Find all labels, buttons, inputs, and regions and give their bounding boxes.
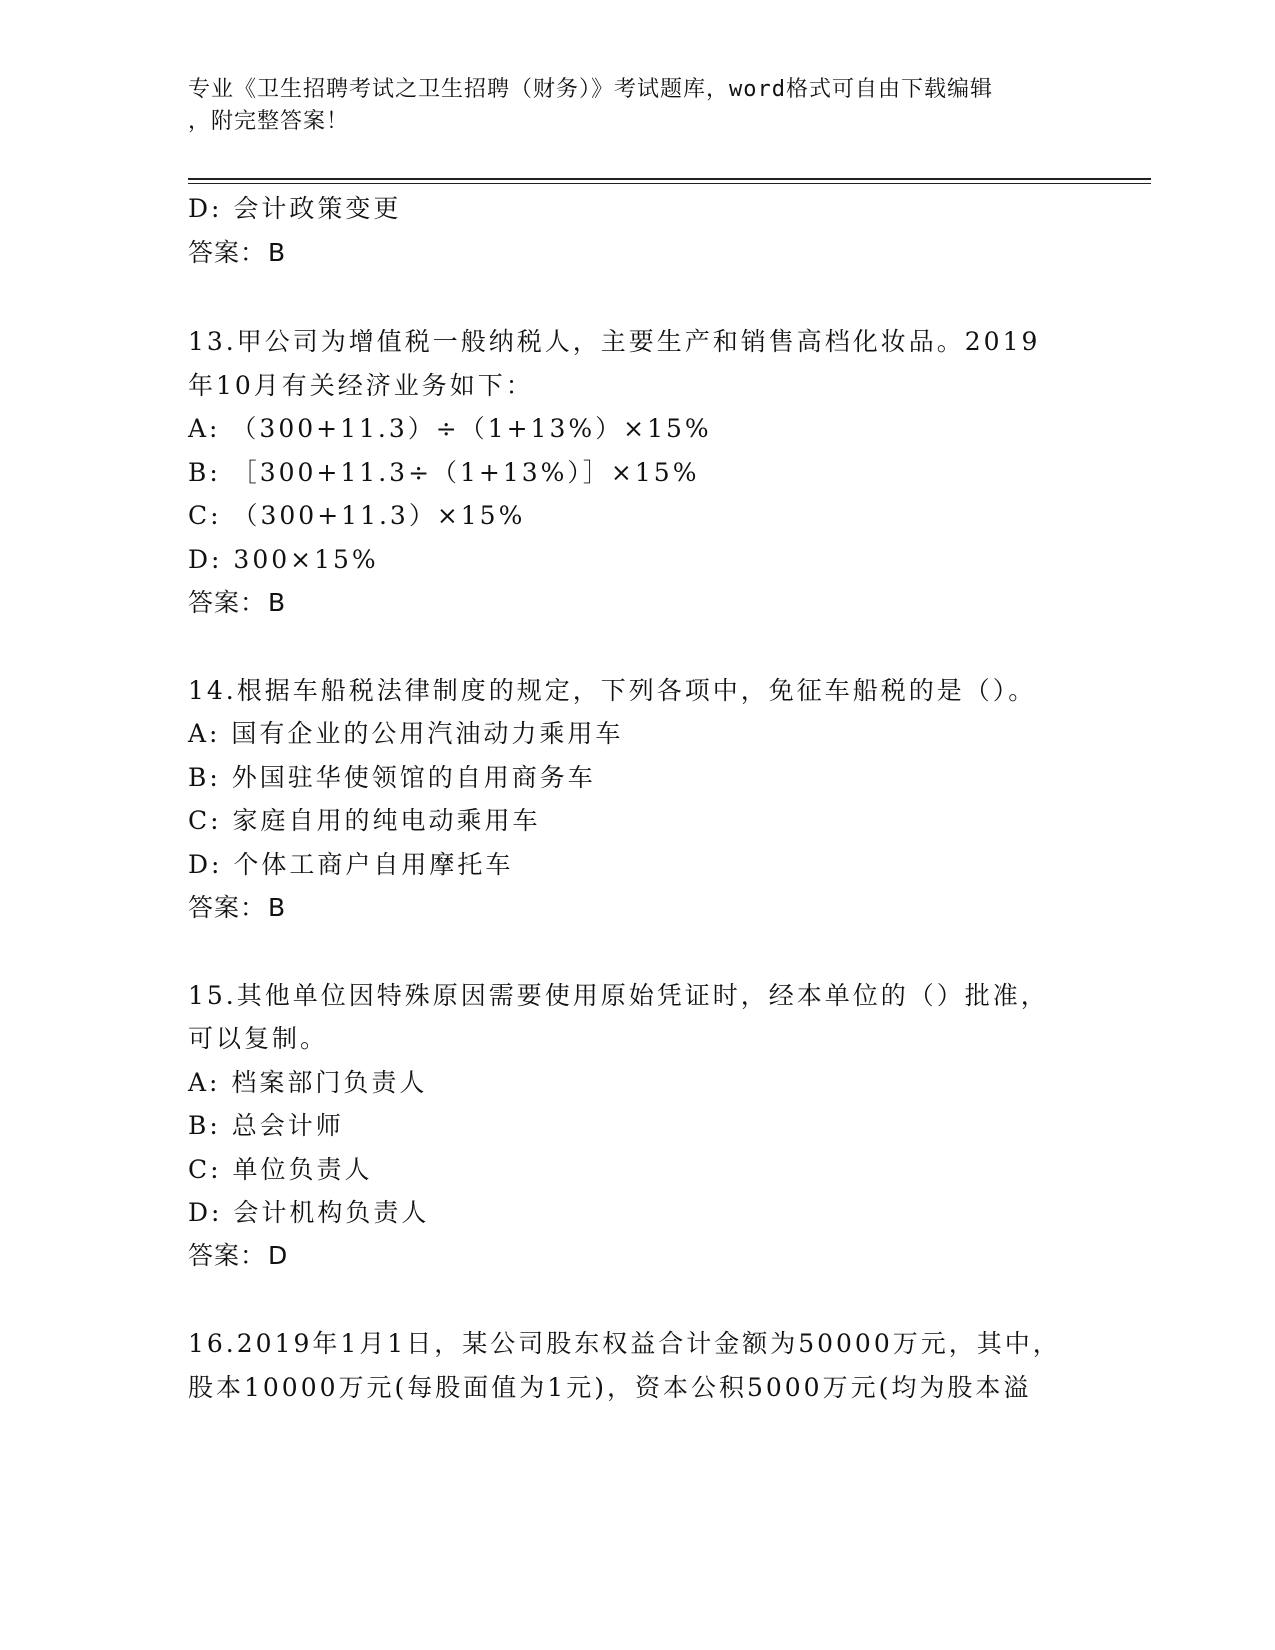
q13-stem-line-1: 13.甲公司为增值税一般纳税人，主要生产和销售高档化妆品。2019 xyxy=(188,327,1041,356)
header-line-1: 专业《卫生招聘考试之卫生招聘（财务）》考试题库，word格式可自由下载编辑 xyxy=(188,77,993,102)
q14-option-a: A: 国有企业的公用汽油动力乘用车 xyxy=(188,719,624,748)
header-divider-thick xyxy=(188,178,1151,180)
q12-answer xyxy=(188,236,286,270)
q14-answer-value: B xyxy=(268,893,287,922)
q14-answer-label: 答案： xyxy=(188,893,267,922)
q15-option-c: C: 单位负责人 xyxy=(188,1155,373,1184)
header-divider-thin xyxy=(188,183,1151,184)
q12-answer-label: 答案： xyxy=(188,238,267,267)
q13-answer-value: B xyxy=(268,588,287,617)
q14-option-d: D: 个体工商户自用摩托车 xyxy=(188,850,514,879)
header-line-2: ，附完整答案！ xyxy=(188,109,350,134)
q15-option-a: A: 档案部门负责人 xyxy=(188,1068,428,1097)
q14-stem-line-1: 14.根据车船税法律制度的规定，下列各项中，免征车船税的是（）。 xyxy=(188,676,1037,705)
q13-option-b: B: ［300+11.3÷（1+13%）］×15% xyxy=(188,458,700,487)
q13-stem-line-2: 年10月有关经济业务如下： xyxy=(188,371,534,400)
q12-answer-value: B xyxy=(268,238,287,267)
q13-option-c: C: （300+11.3）×15% xyxy=(188,501,526,530)
q12-option-d: D: 会计政策变更 xyxy=(188,194,402,223)
page-header xyxy=(188,74,1068,138)
q15-stem-line-1: 15.其他单位因特殊原因需要使用原始凭证时，经本单位的（）批准， xyxy=(188,981,1049,1010)
q15-answer xyxy=(188,1239,288,1273)
q15-stem-line-2: 可以复制。 xyxy=(188,1024,329,1053)
q16-stem-line-2: 股本10000万元(每股面值为1元)，资本公积5000万元(均为股本溢 xyxy=(188,1373,1032,1402)
q14-option-b: B: 外国驻华使领馆的自用商务车 xyxy=(188,763,596,792)
q15-option-d: D: 会计机构负责人 xyxy=(188,1198,430,1227)
q13-answer-label: 答案： xyxy=(188,588,267,617)
q13-answer xyxy=(188,586,286,620)
q15-answer-value: D xyxy=(268,1241,289,1270)
q14-option-c: C: 家庭自用的纯电动乘用车 xyxy=(188,806,541,835)
q16-stem-line-1: 16.2019年1月1日，某公司股东权益合计金额为50000万元，其中， xyxy=(188,1329,1061,1358)
q14-answer xyxy=(188,891,286,925)
q15-answer-label: 答案： xyxy=(188,1241,267,1270)
q13-option-d: D: 300×15% xyxy=(188,545,379,574)
q15-option-b: B: 总会计师 xyxy=(188,1111,344,1140)
q13-option-a: A: （300+11.3）÷（1+13%）×15% xyxy=(188,414,712,443)
